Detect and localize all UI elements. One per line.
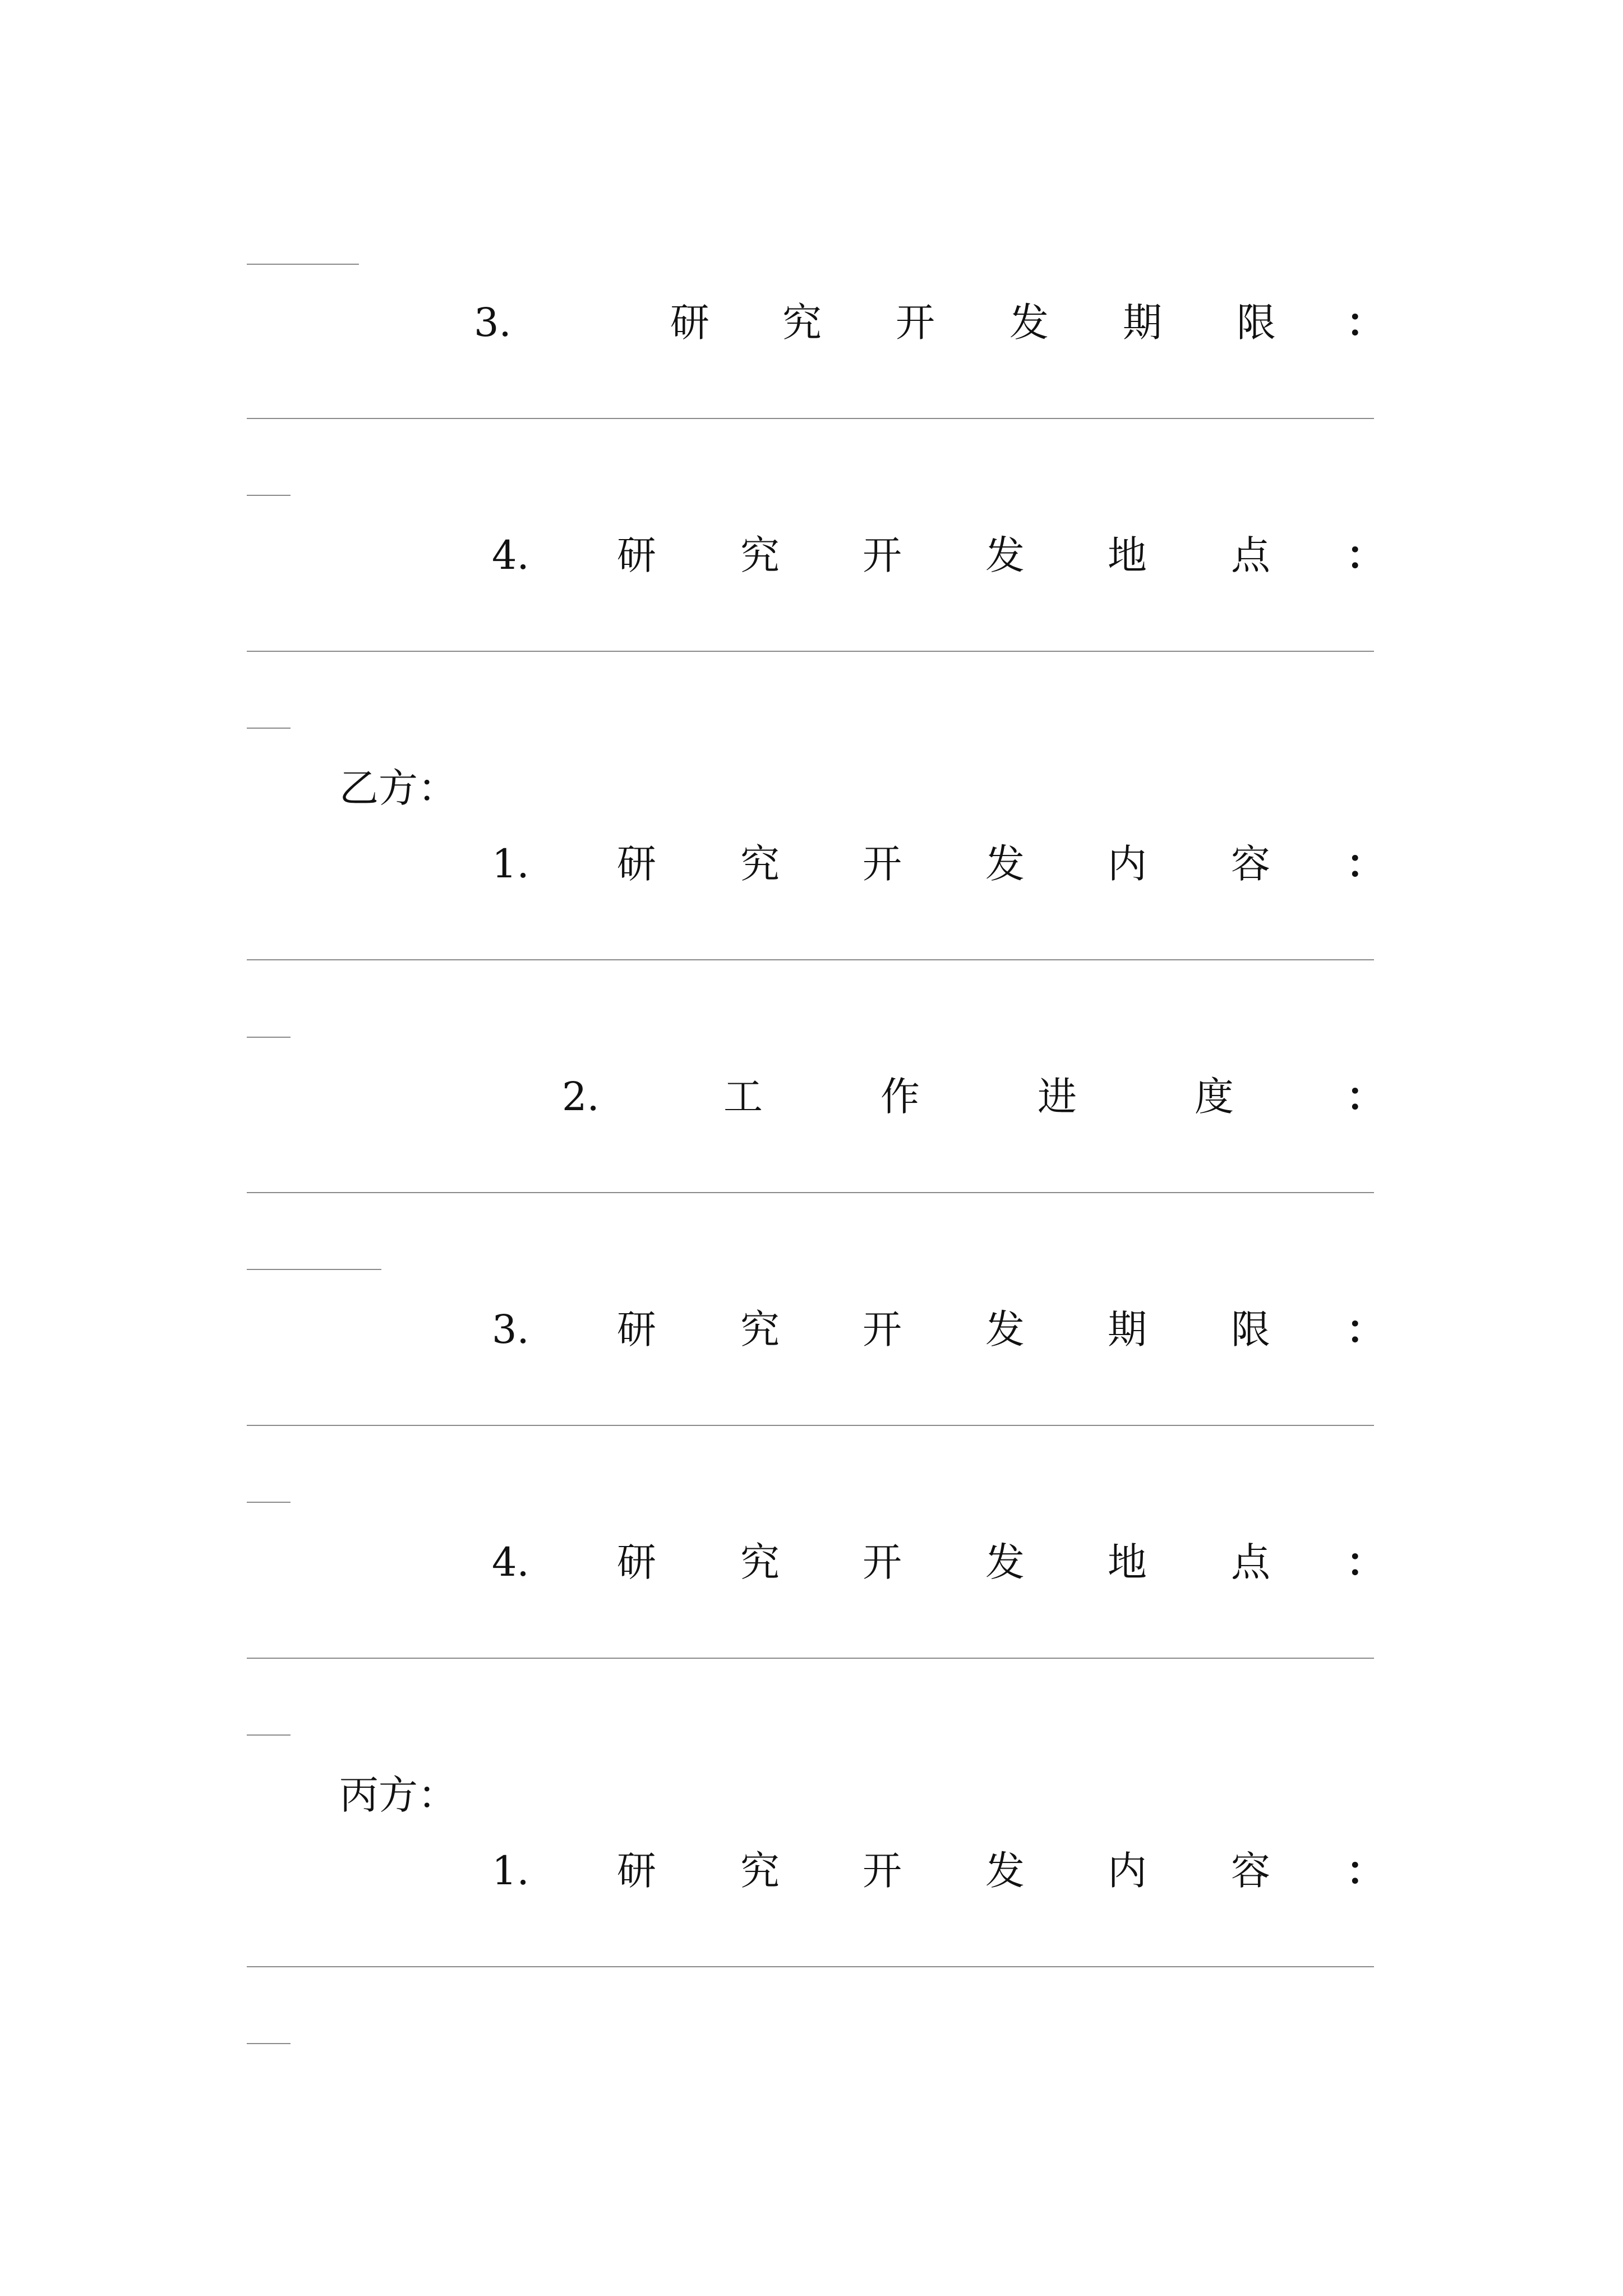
label-char: 究 <box>740 1848 780 1894</box>
blank-line <box>247 959 1374 960</box>
label-char: 究 <box>740 532 780 578</box>
label-char: 开 <box>863 841 902 887</box>
field-work-progress <box>0 1069 1623 1125</box>
blank-line <box>247 1192 1374 1193</box>
blank-line <box>247 1425 1374 1426</box>
label-colon: ： <box>1346 1539 1385 1585</box>
label-char: 发 <box>985 1848 1025 1894</box>
label-colon: ： <box>1346 840 1385 887</box>
item-number: 4. <box>492 532 529 578</box>
field-research-location <box>0 1534 1623 1590</box>
label-char: 发 <box>1009 300 1049 346</box>
label-char: 研 <box>617 1539 656 1585</box>
label-char: 开 <box>863 1848 902 1894</box>
label-colon: ： <box>1346 299 1385 346</box>
blank-line <box>247 1966 1374 1967</box>
label-char: 研 <box>617 1306 656 1352</box>
label-char: 限 <box>1231 1306 1270 1352</box>
item-number: 4. <box>492 1539 529 1585</box>
label-char: 研 <box>617 532 656 578</box>
label-char: 地 <box>1108 1539 1147 1585</box>
field-research-location <box>0 527 1623 583</box>
field-research-period <box>0 1301 1623 1358</box>
party-heading-b: 乙方： <box>339 765 457 811</box>
label-char: 作 <box>880 1074 920 1120</box>
label-colon: ： <box>1346 532 1385 578</box>
label-char: 发 <box>985 841 1025 887</box>
blank-line-short <box>247 728 291 729</box>
label-char: 容 <box>1231 841 1270 887</box>
blank-line-short <box>247 264 359 265</box>
label-colon: ： <box>1346 1847 1385 1894</box>
label-char: 内 <box>1108 1848 1147 1894</box>
label-char: 开 <box>896 300 935 346</box>
blank-line <box>247 418 1374 419</box>
blank-line <box>247 651 1374 652</box>
item-number: 3. <box>474 300 511 346</box>
blank-line-short <box>247 1269 381 1270</box>
blank-line-short <box>247 2043 291 2044</box>
label-char: 究 <box>740 841 780 887</box>
label-char: 研 <box>617 1848 656 1894</box>
label-colon: ： <box>1346 1306 1385 1352</box>
blank-line-short <box>247 1734 291 1736</box>
item-number: 1. <box>492 1848 529 1894</box>
label-char: 点 <box>1231 1539 1270 1585</box>
label-char: 容 <box>1231 1848 1270 1894</box>
blank-line <box>247 1658 1374 1659</box>
label-char: 期 <box>1123 300 1162 346</box>
label-char: 研 <box>670 300 709 346</box>
label-char: 究 <box>740 1306 780 1352</box>
blank-line-short <box>247 495 291 496</box>
item-number: 3. <box>492 1306 529 1352</box>
label-char: 究 <box>740 1539 780 1585</box>
field-research-content <box>0 836 1623 892</box>
label-char: 研 <box>617 841 656 887</box>
label-char: 地 <box>1108 532 1147 578</box>
label-char: 进 <box>1038 1074 1077 1120</box>
blank-line-short <box>247 1502 291 1503</box>
label-char: 开 <box>863 1306 902 1352</box>
label-char: 期 <box>1108 1306 1147 1352</box>
label-char: 限 <box>1237 300 1276 346</box>
label-char: 发 <box>985 532 1025 578</box>
item-number: 2. <box>562 1074 600 1120</box>
label-char: 究 <box>782 300 822 346</box>
item-number: 1. <box>492 841 529 887</box>
field-research-content <box>0 1843 1623 1899</box>
label-char: 工 <box>723 1074 763 1120</box>
label-char: 内 <box>1108 841 1147 887</box>
label-char: 开 <box>863 1539 902 1585</box>
label-char: 点 <box>1231 532 1270 578</box>
label-char: 发 <box>985 1539 1025 1585</box>
label-colon: ： <box>1346 1073 1385 1120</box>
field-research-period <box>0 295 1623 351</box>
blank-line-short <box>247 1037 291 1038</box>
label-char: 开 <box>863 532 902 578</box>
label-char: 度 <box>1195 1074 1234 1120</box>
label-char: 发 <box>985 1306 1025 1352</box>
party-heading-c: 丙方： <box>339 1772 457 1818</box>
